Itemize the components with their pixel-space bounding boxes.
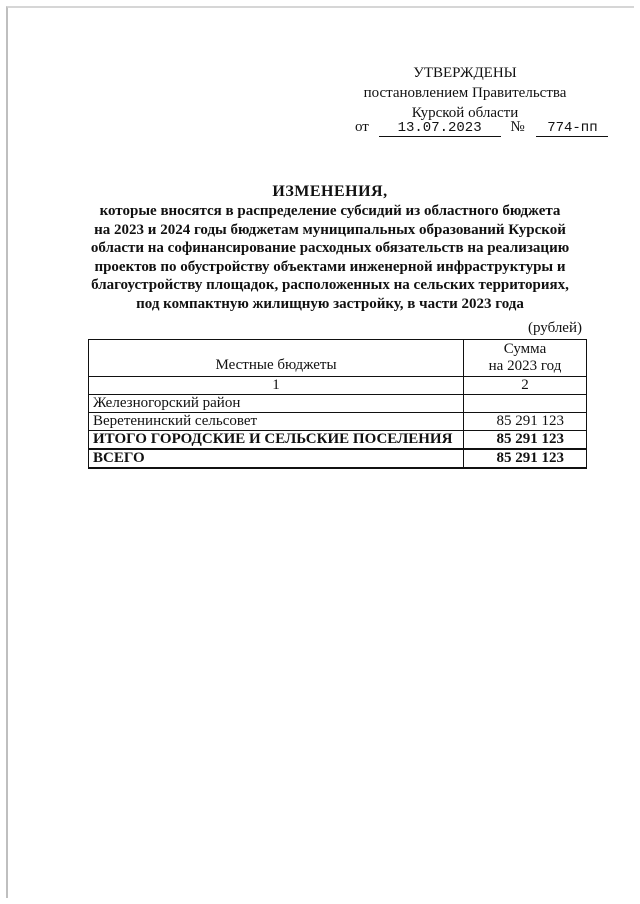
row-name: Железногорский район <box>89 395 464 413</box>
col-header-amount-line-1: Сумма <box>503 341 547 357</box>
table-header-row <box>89 340 587 377</box>
col-number-2: 2 <box>464 377 587 395</box>
col-header-amount-line-2: на 2023 год <box>488 358 562 374</box>
row-name: Веретенинский сельсовет <box>89 413 464 431</box>
row-name: ВСЕГО <box>89 449 464 468</box>
approval-line-1: постановлением Правительства <box>363 85 567 101</box>
currency-unit: (рублей) <box>527 320 582 336</box>
number-prefix: № <box>510 119 525 135</box>
row-value: 85 291 123 <box>464 431 587 450</box>
table-row-subtotal <box>89 431 587 450</box>
document-heading: ИЗМЕНЕНИЯ, <box>272 183 388 200</box>
col-header-budgets: Местные бюджеты <box>89 340 464 377</box>
title-line-1: которые вносятся в распределение субсидий из областного бюджета <box>99 203 561 219</box>
approval-line-2: Курской области <box>411 105 519 121</box>
approval-date: 13.07.2023 <box>379 120 501 137</box>
row-value: 85 291 123 <box>464 413 587 431</box>
title-line-3: области на софинансирование расходных обязательств на реализацию <box>90 240 570 256</box>
title-line-4: проектов по обустройству объектами инженерной инфраструктуры и <box>94 258 566 275</box>
approval-date-line <box>355 117 598 137</box>
date-prefix: от <box>355 119 369 135</box>
document-title <box>82 182 578 313</box>
title-line-5: благоустройству площадок, расположенных на сельских территориях, <box>91 277 569 293</box>
approval-number: 774-пп <box>536 120 608 137</box>
approval-block <box>340 63 590 123</box>
row-name: ИТОГО ГОРОДСКИЕ И СЕЛЬСКИЕ ПОСЕЛЕНИЯ <box>89 431 464 450</box>
col-number-1: 1 <box>89 377 464 395</box>
col-header-amount <box>464 340 587 377</box>
column-number-row <box>89 377 587 395</box>
budget-table <box>88 339 587 469</box>
table-row <box>89 413 587 431</box>
table-row-total <box>89 449 587 468</box>
title-line-2: на 2023 и 2024 годы бюджетам муниципальных образований Курской <box>94 221 566 238</box>
title-line-6: под компактную жилищную застройку, в части 2023 года <box>136 295 524 312</box>
row-value: 85 291 123 <box>464 449 587 468</box>
table-row <box>89 395 587 413</box>
approval-title: УТВЕРЖДЕНЫ <box>413 65 517 81</box>
row-value <box>464 395 587 413</box>
